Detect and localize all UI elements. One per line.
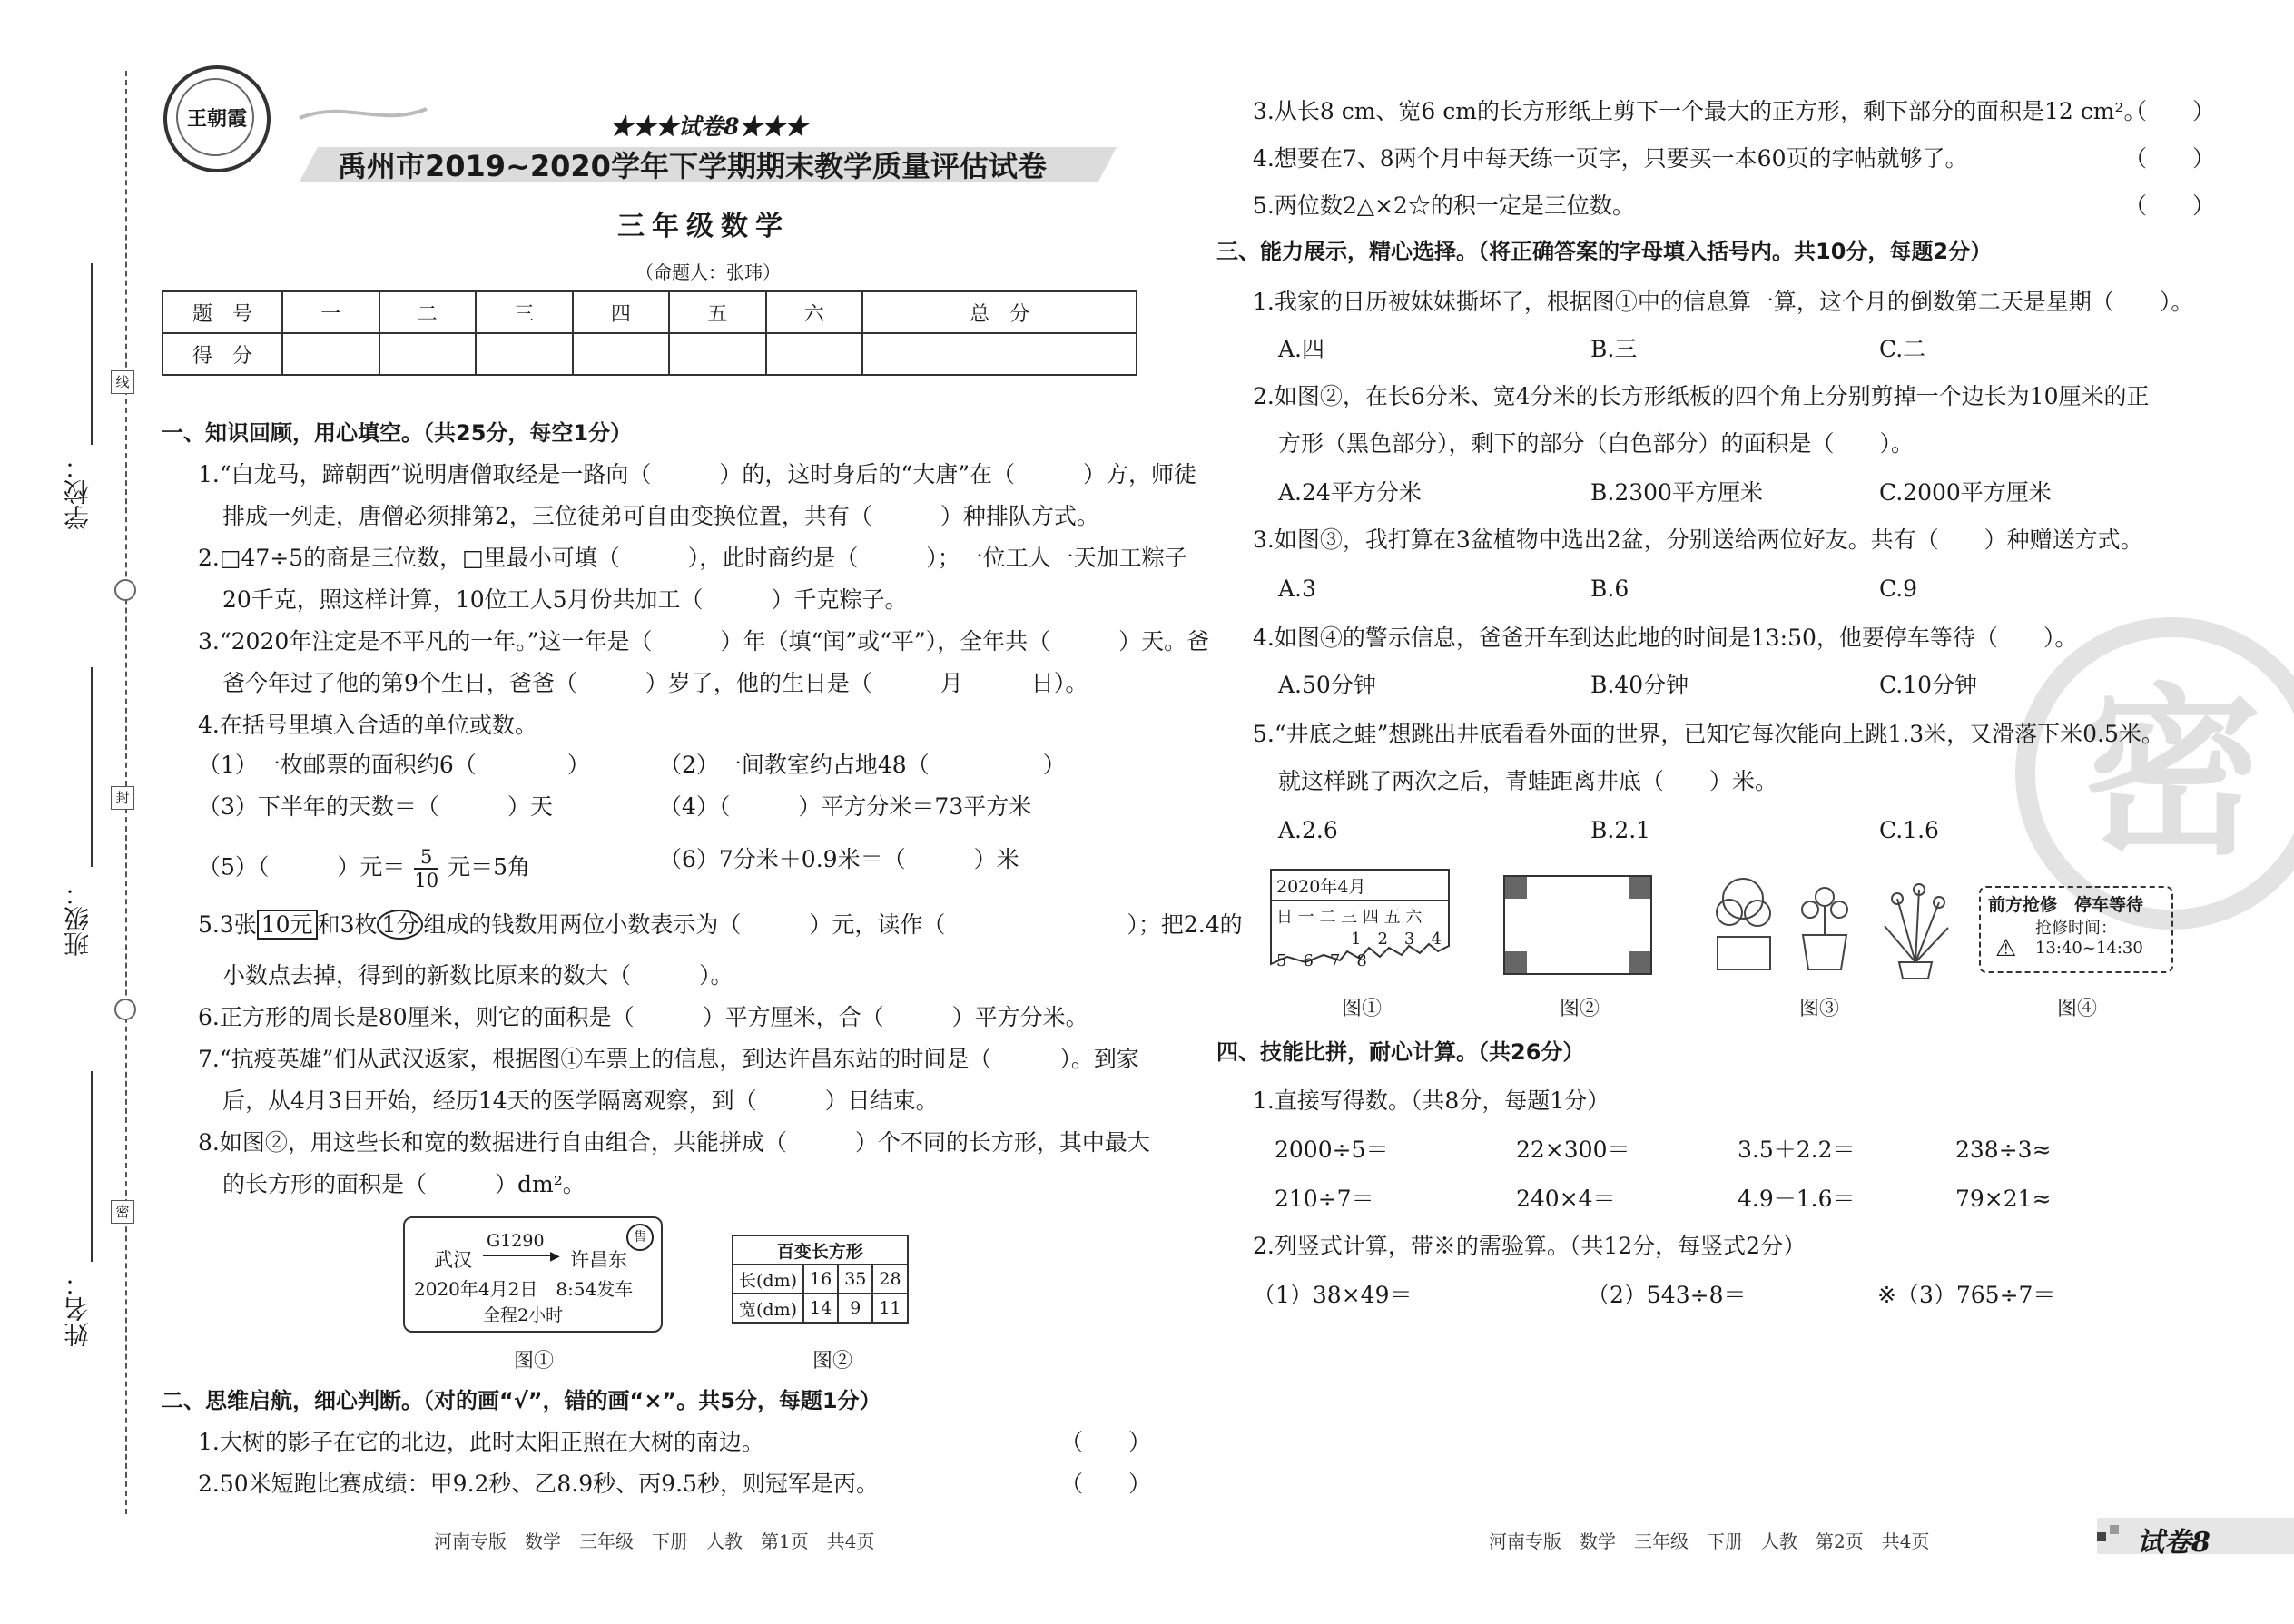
plant-icon [1717,879,1770,969]
length-label: 长(dm) [733,1265,803,1294]
arrow-head-icon: ▶ [550,1249,560,1264]
figure-2-caption: 图② [812,1350,853,1373]
question-5-line1 [198,911,1243,939]
calendar-weekdays: 日 一 二 三 四 五 六 [1276,908,1423,927]
seal-secret: 密 [111,1200,134,1224]
calc-2-title: 2.列竖式计算，带※的需验算。（共12分，每竖式2分） [1253,1233,1807,1259]
warning-title: 前方抢修 停车等待 [1988,895,2144,915]
q5-post: 组成的钱数用两位小数表示为（ ）元，读作（ ）；把2.4的 [423,911,1243,938]
score-cell[interactable] [766,333,863,375]
question-8-line1: 8.如图②，用这些长和宽的数据进行自由组合，共能拼成（ ）个不同的长方形，其中最大 [198,1129,1150,1156]
ticket-sale-mark: 售 [626,1224,654,1251]
choice-1: 1.我家的日历被妹妹撕坏了，根据图①中的信息算一算，这个月的倒数第二天是星期（ ）。 [1253,289,2194,315]
question-7-line1: 7.“抗疫英雄”们从武汉返家，根据图①车票上的信息，到达许昌东站的时间是（ ）。到家 [198,1046,1139,1072]
margin-dot [114,579,136,601]
secret-watermark: 密 [2015,617,2294,930]
exam-title: 禹州市2019~2020学年下学期期末教学质量评估试卷 [338,149,1047,183]
width-label: 宽(dm) [733,1294,803,1323]
choice-2-opt-b: B.2300平方厘米 [1590,479,1763,506]
question-1-line2: 排成一列走，唐僧必须排第2，三位徒弟可自由变换位置，共有（ ）种排队方式。 [222,503,1099,529]
question-4-6: （6）7分米＋0.9米＝（ ）米 [659,846,1019,872]
judge-1-answer[interactable]: （ ） [1060,1429,1152,1455]
score-col: 三 [476,291,573,333]
question-3-line1: 3.“2020年注定是不平凡的一年。”这一年是（ ）年（填“闰”或“平”），全年共（ ）天。爸 [198,628,1210,655]
cardboard-rectangle [1503,875,1652,975]
seal-line: 线 [111,370,134,394]
question-4-2: （2）一间教室约占地48（ ） [659,752,1066,778]
calc-item: 4.9－1.6＝ [1738,1186,1856,1212]
torn-calendar [1269,868,1451,977]
corner-square [2097,1532,2106,1541]
question-4-3: （3）下半年的天数＝（ ）天 [198,793,553,820]
figure-r4-caption: 图④ [2057,998,2098,1020]
question-2-line1: 2.□47÷5的商是三位数，□里最小可填（ ），此时商约是（ ）；一位工人一天加工粽子 [198,545,1187,571]
class-blank [91,667,93,867]
score-cell[interactable] [862,333,1137,375]
seal-seal: 封 [111,786,134,810]
potted-plants [1698,871,1961,980]
vertical-calc-item: （2）543÷8＝ [1587,1282,1747,1308]
exam-subtitle: 三年级数学 [617,211,790,242]
question-2-line2: 20千克，照这样计算，10位工人5月份共加工（ ）千克粽子。 [222,586,908,613]
margin-dot [114,999,136,1020]
question-4-5 [198,846,530,891]
choice-1-opt-b: B.三 [1590,336,1638,362]
judge-4-answer[interactable]: （ ） [2124,145,2216,172]
judge-3-answer[interactable]: （ ） [2124,98,2216,124]
choice-2-line1: 2.如图②，在长6分米、宽4分米的长方形纸板的四个角上分别剪掉一个边长为10厘米的正 [1253,383,2150,409]
question-7-line2: 后，从4月3日开始，经历14天的医学隔离观察，到（ ）日结束。 [222,1088,939,1114]
class-label: 班级： [63,881,93,957]
ticket-train: G1290 [487,1231,545,1251]
figure-r3-caption: 图③ [1799,998,1840,1020]
choice-4-opt-a: A.50分钟 [1278,672,1376,698]
cut-corner [1505,951,1527,973]
train-ticket [403,1216,663,1333]
score-table [162,290,1137,376]
logo-text: 王朝霞 [186,107,247,131]
question-6: 6.正方形的周长是80厘米，则它的面积是（ ）平方厘米，合（ ）平方分米。 [198,1004,1088,1030]
judge-5-answer[interactable]: （ ） [2124,192,2216,219]
section-4-title: 四、技能比拼，耐心计算。（共26分） [1216,1039,1585,1065]
choice-3-opt-b: B.6 [1590,576,1629,602]
choice-1-opt-c: C.二 [1879,336,1926,362]
ticket-arrow [483,1255,556,1256]
q5-mid: 和3枚 [317,911,378,938]
choice-2-opt-c: C.2000平方厘米 [1879,479,2052,506]
page-2-footer: 河南专版 数学 三年级 下册 人教 第2页 共4页 [1489,1530,1930,1552]
score-col: 六 [766,291,863,333]
publisher-logo [163,65,271,172]
figure-r2-caption: 图② [1560,998,1600,1020]
score-col: 一 [282,291,379,333]
choice-5-line2: 就这样跳了两次之后，青蛙距离井底（ ）米。 [1278,768,1778,794]
score-cell[interactable] [282,333,379,375]
name-label: 姓名： [63,1271,93,1347]
length-cell: 28 [872,1265,907,1294]
choice-5-line1: 5.“井底之蛙”想跳出井底看看外面的世界，已知它每次能向上跳1.3米，又滑落下米0.5米。 [1253,721,2164,747]
cut-corner [1505,877,1527,899]
judge-2-answer[interactable]: （ ） [1060,1471,1152,1497]
ticket-duration: 全程2小时 [483,1305,564,1325]
fraction-numerator: 5 [414,846,438,870]
score-col: 四 [573,291,670,333]
length-cell: 35 [838,1265,872,1294]
cut-corner [1629,951,1650,973]
question-8-line2: 的长方形的面积是（ ）dm²。 [222,1171,586,1197]
calc-item: 22×300＝ [1516,1137,1630,1163]
score-cell[interactable] [379,333,477,375]
page-1-footer: 河南专版 数学 三年级 下册 人教 第1页 共4页 [434,1530,875,1552]
score-col-label: 题 号 [162,291,282,333]
fraction [414,846,438,891]
q4-5-left: （5）（ ）元＝ [198,853,406,881]
choice-5-opt-c: C.1.6 [1879,817,1939,843]
calc-item: 79×21≈ [1955,1186,2052,1212]
calendar-row1: 1 2 3 4 [1351,930,1442,949]
figure-1-caption: 图① [514,1350,555,1373]
ticket-to: 许昌东 [570,1249,627,1271]
school-label: 学校： [63,454,93,530]
width-cell: 14 [803,1294,838,1323]
q5-pre: 5.3张 [198,911,257,938]
school-blank [91,263,93,445]
question-4: 4.在括号里填入合适的单位或数。 [198,712,537,738]
width-cell: 9 [838,1294,872,1323]
question-5-line2: 小数点去掉，得到的新数比原来的数大（ ）。 [222,962,733,989]
banknote-box: 10元 [257,910,318,940]
ticket-from: 武汉 [434,1249,472,1271]
plant-icon [1802,888,1847,969]
rectangle-table [732,1235,909,1324]
score-cell[interactable] [573,333,670,375]
vertical-calc-item: ※（3）765÷7＝ [1877,1282,2056,1308]
question-1-line1: 1.“白龙马，蹄朝西”说明唐僧取经是一路向（ ）的，这时身后的“大唐”在（ ）方，师徒 [198,461,1196,487]
width-cell: 11 [872,1294,907,1323]
choice-5-opt-b: B.2.1 [1590,817,1651,843]
rect-table-title: 百变长方形 [733,1235,908,1265]
calc-item: 3.5＋2.2＝ [1738,1137,1856,1163]
corner-tag [2097,1518,2294,1559]
rect-width-row [733,1294,908,1323]
warning-sign [1979,886,2173,973]
calendar-row2: 5 6 7 8 [1276,951,1367,970]
corner-label: 试卷8 [2137,1527,2210,1559]
choice-3-opt-a: A.3 [1278,576,1316,602]
name-blank [91,1071,93,1262]
judge-5: 5.两位数2△×2☆的积一定是三位数。 [1253,192,1635,219]
plant-icon [1885,884,1948,979]
question-3-line2: 爸今年过了他的第9个生日，爸爸（ ）岁了，他的生日是（ 月 日）。 [222,670,1088,696]
choice-4-opt-c: C.10分钟 [1879,672,1977,698]
ticket-date: 2020年4月2日 8:54发车 [414,1278,634,1300]
question-4-4: （4）（ ）平方分米＝73平方米 [659,793,1032,820]
calc-1-title: 1.直接写得数。（共8分，每题1分） [1253,1088,1610,1114]
score-header-row [162,291,1137,333]
choice-4-opt-b: B.40分钟 [1590,672,1689,698]
judge-4: 4.想要在7、8两个月中每天练一页字，只要买一本60页的字帖就够了。 [1253,145,1968,172]
calc-item: 238÷3≈ [1955,1137,2052,1163]
choice-4: 4.如图④的警示信息，爸爸开车到达此地的时间是13:50，他要停车等待（ ）。 [1253,625,2078,651]
exam-author: （命题人：张玮） [635,261,781,283]
choice-2-line2: 方形（黑色部分），剩下的部分（白色部分）的面积是（ ）。 [1278,430,1915,457]
fraction-denominator: 10 [414,870,439,891]
section-2-title: 二、思维启航，细心判断。（对的画“√”，错的画“×”。共5分，每题1分） [162,1388,881,1413]
choice-1-opt-a: A.四 [1278,336,1325,362]
judge-3: 3.从长8 cm、宽6 cm的长方形纸上剪下一个最大的正方形，剩下部分的面积是12 cm²。 [1253,98,2147,124]
cut-corner [1629,877,1650,899]
score-cell[interactable] [669,333,766,375]
exam-badge: ★★★试卷8★★★ [610,113,808,140]
figure-r1-caption: 图① [1342,998,1383,1020]
section-1-title: 一、知识回顾，用心填空。（共25分，每空1分） [162,420,633,446]
judge-2: 2.50米短跑比赛成绩：甲9.2秒、乙8.9秒、丙9.5秒，则冠军是丙。 [198,1471,879,1497]
section-3-title: 三、能力展示，精心选择。（将正确答案的字母填入括号内。共10分，每题2分） [1216,239,1993,264]
question-4-1: （1）一枚邮票的面积约6（ ） [198,752,590,778]
score-col: 五 [669,291,766,333]
choice-5-opt-a: A.2.6 [1278,817,1338,843]
calc-item: 2000÷5＝ [1275,1137,1389,1163]
calendar-title: 2020年4月 [1276,877,1366,897]
corner-square [2110,1525,2119,1534]
warning-time: 13:40~14:30 [2035,939,2143,958]
score-row-label: 得 分 [162,333,282,375]
score-col: 二 [379,291,477,333]
choice-3-opt-c: C.9 [1879,576,1918,602]
judge-1: 1.大树的影子在它的北边，此时太阳正照在大树的南边。 [198,1429,764,1455]
score-input-row [162,333,1137,375]
warning-triangle-icon: ⚠ [1995,935,2017,962]
choice-3: 3.如图③，我打算在3盆植物中选出2盆，分别送给两位好友。共有（ ）种赠送方式。 [1253,527,2143,553]
rect-length-row [733,1265,908,1294]
calc-item: 210÷7＝ [1275,1186,1374,1212]
length-cell: 16 [803,1265,838,1294]
calc-item: 240×4＝ [1516,1186,1616,1212]
score-cell[interactable] [476,333,573,375]
q4-5-right: 元＝5角 [448,853,530,881]
vertical-calc-item: （1）38×49＝ [1253,1282,1413,1308]
warning-label: 抢修时间： [2035,919,2117,938]
coin-circle: 1分 [377,910,423,940]
score-col-total: 总 分 [862,291,1137,333]
choice-2-opt-a: A.24平方分米 [1278,479,1422,506]
